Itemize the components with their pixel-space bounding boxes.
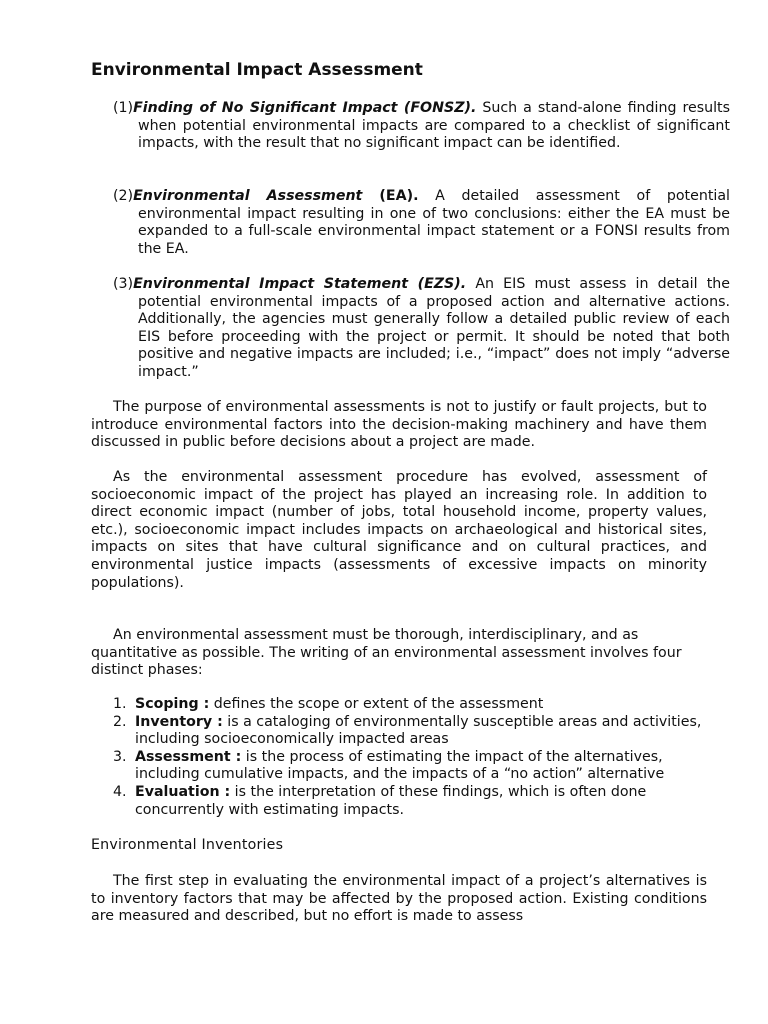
document-title: Environmental Impact Assessment [91,60,423,80]
definition-term: Environmental Assessment (EA). [133,188,419,204]
phase-text: is a cataloging of environmentally susceptible areas and activities, including socioeconomically impacted areas [135,713,702,748]
definition-number: (1) [113,100,134,116]
phase-text: is the process of estimating the impact of the alternatives, including cumulative impacts, and the impacts of a “no action” alternative [135,748,665,783]
definition-text: A detailed assessment of potential environmental impact resulting in one of two conclusions: either the EA must be expanded to a full-scale environmental impact statement or a FONSI results from the EA. [138,188,730,257]
definition-number: (2) [113,188,134,204]
phase-text: is the interpretation of these findings, which is often done concurrently with estimating impacts. [135,783,647,818]
definition-term: Finding of No Significant Impact (FONSZ). [133,100,477,116]
definition-term: Environmental Impact Statement (EZS). [133,276,467,292]
list-item: 1. Scoping : defines the scope or extent of the assessment [113,696,544,712]
inventories-paragraph: The first step in evaluating the environmental impact of a project’s alternatives is to inventory factors that may be affected by the proposed action. Existing conditions are measured and described, but no effort is made to assess [91,873,707,925]
definition-fonsz [113,100,730,153]
definition-ezs [113,276,730,382]
list-item: 3. Assessment : is the process of estimating the impact of the alternatives, including cumulative impacts, and the impacts of a “no action” alternative [113,748,665,783]
phase-label: Scoping : [135,696,210,712]
purpose-paragraph: The purpose of environmental assessments is not to justify or fault projects, but to introduce environmental factors into the decision-making machinery and have them discussed in public before decisions about a project are made. [91,399,707,451]
list-item: 4. Evaluation : is the interpretation of these findings, which is often done concurrently with estimating impacts. [113,783,647,818]
phase-label: Evaluation : [135,783,231,800]
definition-ea [113,188,730,258]
definition-text: An EIS must assess in detail the potential environmental impacts of a proposed action and alternative actions. Additionally, the agencies must generally follow a detailed public review of each EIS before proceeding with the project or permit. It should be noted that both positive and negative impacts are included; i.e., “impact” does not imply “adverse impact.” [138,276,730,380]
definition-text: Such a stand-alone finding results when potential environmental impacts are compared to a checklist of significant impacts, with the result that no significant impact can be identified. [138,100,730,152]
phase-text: defines the scope or extent of the assessment [209,696,544,712]
thorough-paragraph: An environmental assessment must be thorough, interdisciplinary, and as quantitative as possible. The writing of an environmental assessment involves four distinct phases: [91,627,682,679]
socioeconomic-paragraph: As the environmental assessment procedure has evolved, assessment of socioeconomic impact of the project has played an increasing role. In addition to direct economic impact (number of jobs, total household income, property values, etc.), socioeconomic impact includes impacts on archaeological and historical sites, impacts on sites that have cultural significance and on cultural practices, and environmental justice impacts (assessments of excessive impacts on minority populations). [91,469,707,591]
section-heading: Environmental Inventories [91,837,284,853]
phase-label: Inventory : [135,713,223,730]
list-item: 2. Inventory : is a cataloging of environmentally susceptible areas and activities, including socioeconomically impacted areas [113,713,702,748]
phase-label: Assessment : [135,748,242,765]
definition-number: (3) [113,276,134,292]
phase-list [113,696,713,819]
